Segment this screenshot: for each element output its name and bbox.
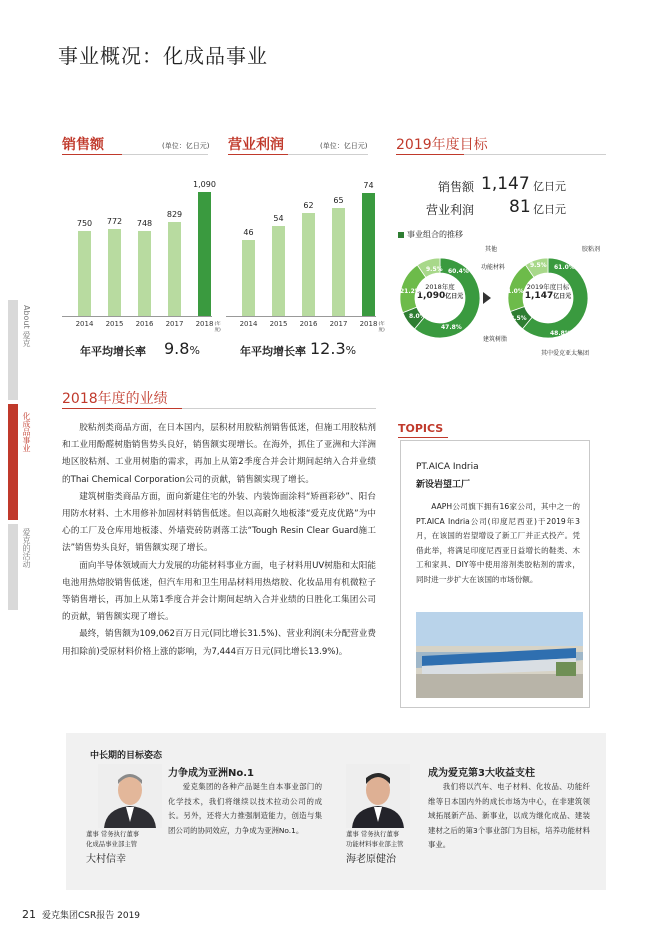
profit-cagr-value [310,339,356,358]
profit-value-label: 74 [363,181,374,191]
pct-2019-other: 9.5% [530,262,547,269]
pct-2018-building: 8.0% [409,313,426,320]
sales-category-label: 2015 [105,320,124,328]
profit-category-suffix: (年度) [378,322,385,333]
sales-value-label: 772 [106,216,123,226]
donut-2019-year: 2019年度目标 [526,283,570,291]
side-tab-about-label: About 爱克 [22,305,31,348]
target-sales-value: 1,147 [481,174,530,194]
profit-value-label: 65 [333,196,344,206]
label-functional: 功能材料 [481,264,506,271]
page-title: 事业概况：化成品事业 [58,44,268,68]
profit-category-label: 2016 [299,320,318,328]
profit-category-label: 2014 [239,320,258,328]
left-person-name: 大村信幸 [86,854,126,865]
profit-value-label: 54 [273,214,284,224]
performance-paragraph: 最终，销售额为109,062百万日元(同比增长31.5%)、营业利润(未分配营业费用扣除前)受原材料价格上涨的影响，为7,444百万日元(同比增长13.9%)。 [62,629,376,657]
profit-bar-2014 [242,240,255,316]
factory-photo [416,612,583,698]
performance-paragraph: 面向半导体领域而大力发展的功能材料事业方面，电子材料用UV树脂和太阳能电池用热熔胶销售低迷，但汽车用和卫生用品材料用热熔胶、化妆品用有机微粒子等销售增长，再加上从第1季度合并会计期间起纳入合并业绩的日胜化工集团公司的贡献，销售额实现了增长。 [62,560,376,623]
portfolio-title: 事业组合的推移 [398,229,463,240]
profit-x-axis [226,316,376,317]
sales-rule [62,154,122,155]
sales-cagr-label: 年平均增长率 [80,345,146,358]
sales-x-axis [62,316,212,317]
sales-category-label: 2017 [165,320,184,328]
topics-paragraph: AAPH公司旗下拥有16家公司，其中之一的PT.AICA Indria公司(印度尼西亚)于2019年3月，在该国的岩望增设了新工厂并正式投产。凭借此举，将满足印度尼西亚日益增长的鞋类、木工和家具、DIY等中使用溶剂类胶粘剂的需求，同时进一步扩大在该国的市场份额。 [416,502,580,584]
profit-cagr-number: 12.3 [310,339,346,358]
goals-title: 中长期的目标姿态 [90,751,163,761]
sales-cagr-value [164,339,200,358]
label-other: 其他 [485,246,498,253]
executive-photo-right [346,764,410,828]
goals-right-paragraph: 我们将以汽车、电子材料、化妆品、功能纤维等日本国内外的成长市场为中心，在非建筑领域拓展新产品、新事业，以成为继化成品、建装建材之后的第3个事业部门为目标，培养功能材料事业。 [428,782,590,850]
sales-bar-2015 [108,229,121,316]
sales-category-label: 2018 (年度) [195,320,221,333]
profit-category-label: 2018 (年度) [359,320,385,333]
donut-2018-unit: 亿日元 [445,293,464,300]
target-rule-gray [464,154,606,155]
sales-bar-2018 [198,192,211,316]
profit-bar-2018 [362,193,375,316]
page-footer [22,908,140,921]
executive-photo-left [98,764,162,828]
side-tab-about[interactable] [8,300,18,400]
profit-bar-2017 [332,208,345,316]
pct-2019-building: 8.5% [510,315,527,322]
side-tab-activities[interactable] [8,524,18,610]
goals-left-text [168,780,322,838]
goals-left-paragraph: 爱克集团的各种产品诞生自本事业部门的化学技术，我们将继续以技术拉动公司的成长。另外，还将大力推强制造能力，创造与集团公司的协同效应，力争成为亚洲No.1。 [168,782,322,835]
topics-text [416,500,580,588]
performance-title: 2018年度的业绩 [62,391,168,407]
sales-value-label: 750 [76,219,93,228]
pct-2018-other: 9.5% [426,266,443,273]
performance-paragraph: 建筑树脂类商品方面，面向新建住宅的外装、内装饰面涂料“矫画彩砂”、阳台用防水材料、土木用修补加固材料销售低迷。但以高耐久地板漆“爱克皮优路”为中心的工厂及仓库用地板漆、外墙瓷砖防剥落工法“Tough Resin Clear Guard施工法”销售势头良好，销售额实现了增长。 [62,491,376,554]
target-profit-value: 81 [509,197,531,217]
profit-value-label: 62 [303,201,314,211]
profit-category-label: 2015 [269,320,288,328]
profit-value-label: 46 [243,227,254,237]
target-profit-unit: 亿日元 [533,203,566,216]
left-person-role-2: 化成品事业部主管 [86,840,138,848]
donut-2019-number: 1,147 [524,291,554,301]
sales-cagr-unit: % [189,344,200,357]
target-rule [396,154,464,155]
sales-category-suffix: (年度) [214,322,221,333]
target-sales-unit: 亿日元 [533,180,566,193]
pct-2019-asia: 48.8% [550,330,571,337]
goals-left-heading: 力争成为亚洲No.1 [168,768,254,779]
donut-2018-year: 2018年度 [425,283,455,291]
side-tab-chemicals[interactable] [8,404,18,520]
topics-subtitle: 新设岩望工厂 [416,480,471,490]
profit-category-label: 2017 [329,320,348,328]
performance-body [62,420,376,661]
goals-right-heading: 成为爱克第3大收益支柱 [428,768,535,779]
topics-company: PT.AICA Indria [416,462,479,472]
donut-2018-number: 1,090 [416,291,446,301]
report-name: 爱克集团CSR报告 2019 [42,911,141,921]
sales-rule-gray [122,154,208,155]
sales-bar-2014 [78,231,91,316]
pct-2018-functional: 21.2% [400,288,421,295]
sales-bar-2017 [168,222,181,316]
label-building: 建筑树脂 [483,336,508,343]
pct-2018-adhesive: 60.4% [448,268,469,275]
pct-2018-asia: 47.8% [441,324,462,331]
page-number: 21 [22,908,36,921]
goals-right-text [428,780,590,853]
label-asia: 其中爱克亚太集团 [541,350,590,357]
profit-title: 营业利润 [228,137,284,153]
sales-value-label: 829 [166,210,183,220]
performance-paragraph: 胶粘剂类商品方面，在日本国内，层积材用胶粘剂销售低迷，但施工用胶粘剂和工业用酚醛树脂销售势头良好，销售额实现增长。在海外，抓住了亚洲和大洋洲地区胶粘剂、工业用树脂的需求，再加上从第2季度合并会计期间起纳入合并业绩的Thai Chemical Corporation公司的贡献，销售额实现了增长。 [62,423,376,485]
sales-value-label: 748 [136,219,153,229]
sales-unit: (单位：亿日元) [162,142,210,150]
side-tab-activities-label: 爱克的活动 [22,528,31,568]
target-sales-label: 销售额 [438,180,475,194]
label-adhesive: 胶粘剂 [582,246,601,253]
sales-title: 销售额 [62,137,104,153]
profit-unit: (单位：亿日元) [320,142,368,150]
sales-bar-chart [62,160,221,333]
target-title: 2019年度目标 [396,137,488,153]
donut-2019-unit: 亿日元 [553,293,572,300]
sales-bar-2016 [138,231,151,316]
pct-2019-adhesive: 61.0% [554,264,575,271]
profit-bar-2016 [302,213,315,316]
right-person-role-1: 董事 常务执行董事 [346,830,400,838]
profit-cagr-unit: % [345,344,357,357]
profit-rule-gray [288,154,368,155]
topics-rule [398,437,448,438]
profit-rule [228,154,288,155]
left-person-role-1: 董事 常务执行董事 [86,830,140,838]
right-person-role-2: 功能材料事业部主管 [346,840,404,848]
performance-rule [62,408,182,409]
sales-value-label: 1,090 [193,180,216,190]
pct-2019-functional: 21.0% [503,288,524,295]
right-person-name: 海老原健治 [346,854,396,865]
donut-2019-center [517,282,579,301]
sales-category-label: 2016 [135,320,154,328]
target-profit-label: 营业利润 [426,203,475,217]
sales-cagr-number: 9.8 [164,339,190,358]
profit-cagr-label: 年平均增长率 [240,345,306,358]
topics-heading: TOPICS [398,422,444,435]
profit-bar-2015 [272,226,285,316]
side-tab-chemicals-label: 化成品事业 [22,412,31,452]
performance-rule-gray [182,408,376,409]
donut-2019-value [517,291,579,301]
sales-category-label: 2014 [75,320,94,328]
profit-bar-chart [226,160,385,333]
arrow-right-icon [483,292,491,304]
